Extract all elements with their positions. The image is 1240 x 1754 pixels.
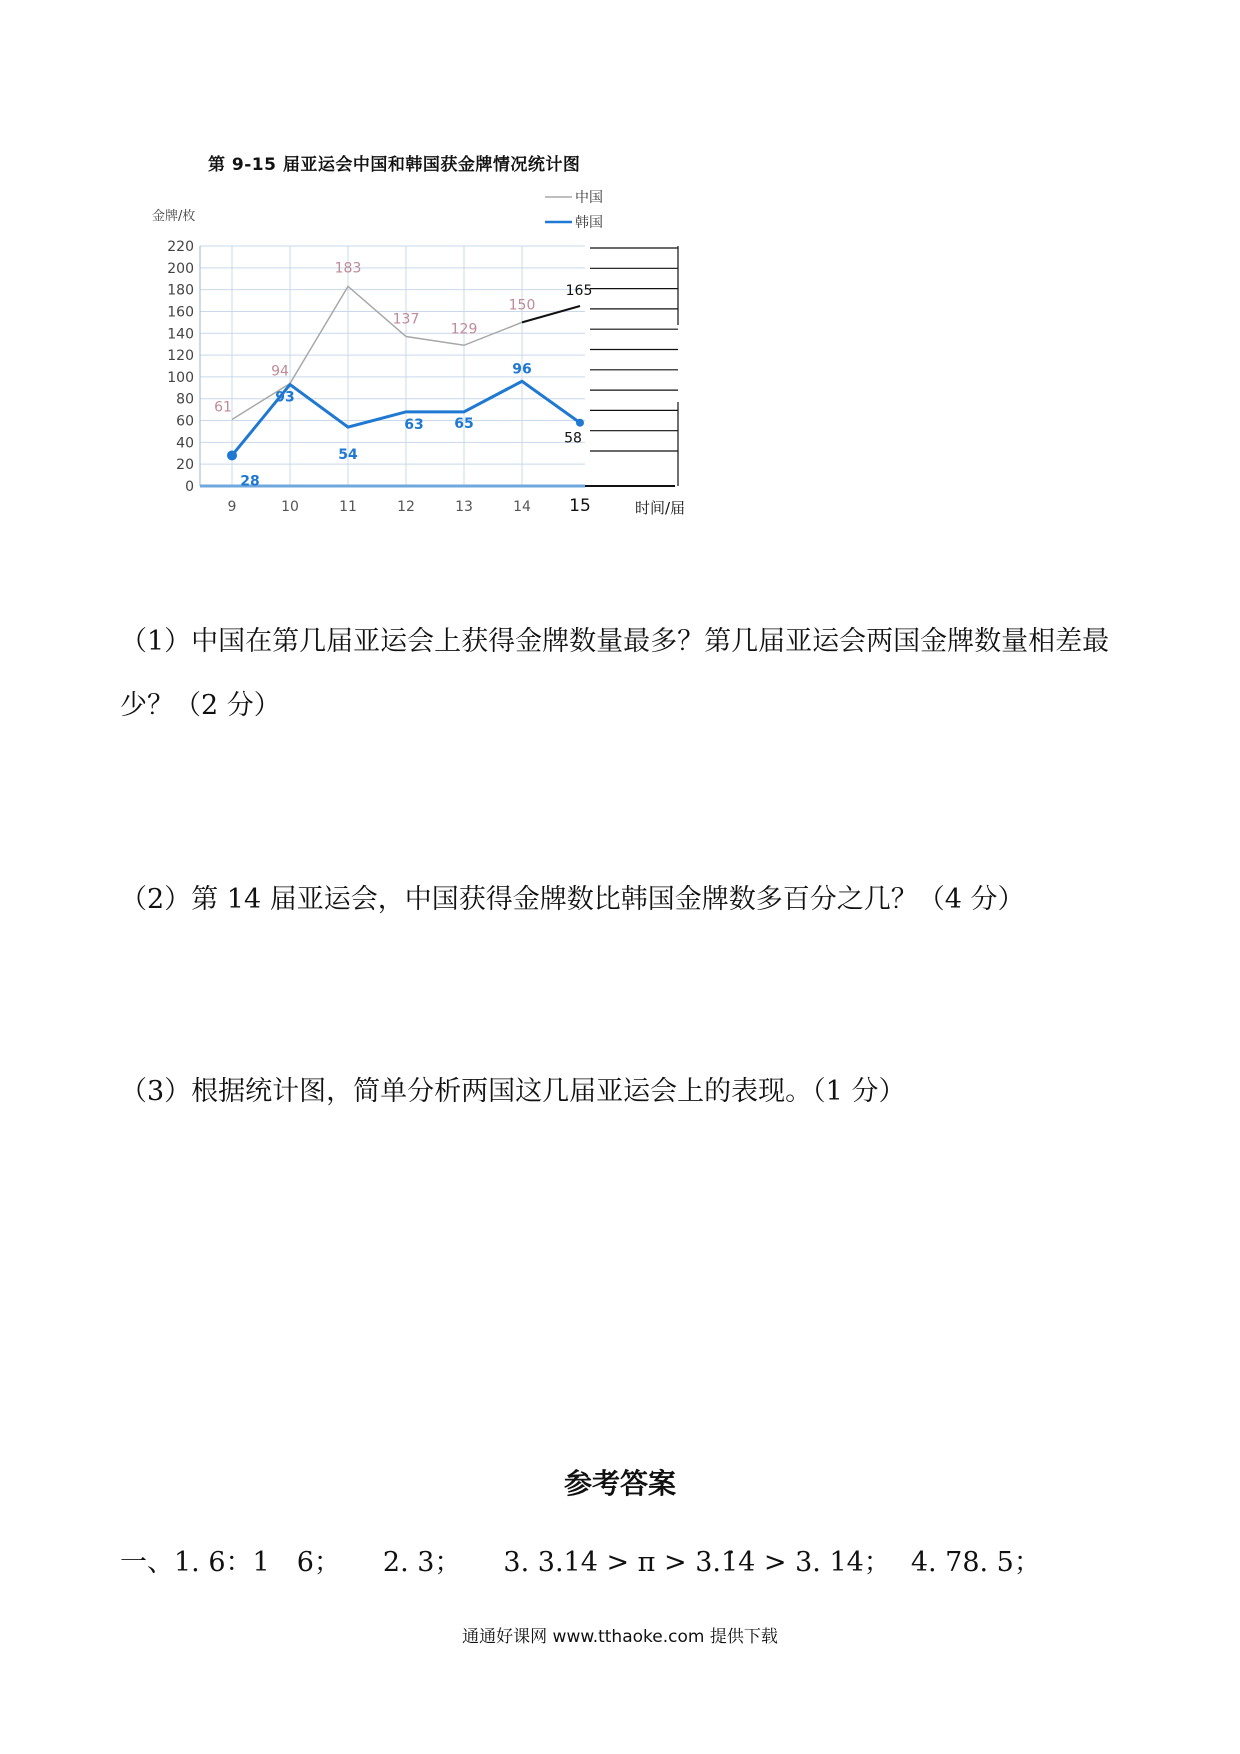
question-2: （2）第 14 届亚运会，中国获得金牌数比韩国金牌数多百分之几？（4 分） [120,884,1025,915]
question-1: （1）中国在第几届亚运会上获得金牌数量最多？第几届亚运会两国金牌数量相差最少？（2 分） [120,626,1110,721]
y-tick-label: 20 [176,457,194,474]
answer-line-1 [120,1540,1041,1579]
y-tick-label: 200 [167,260,194,277]
series-point-korea-start [227,450,237,460]
data-label-korea: 65 [454,415,474,432]
x-tick-label: 12 [397,499,415,515]
data-label-korea: 58 [564,430,582,447]
answer-heading: 参考答案 [563,1467,676,1500]
legend-label-china: 中国 [575,190,603,206]
data-label-china: 183 [334,260,362,277]
data-label-korea: 63 [404,416,424,433]
y-tick-label: 120 [167,348,194,365]
y-tick-label: 40 [176,435,194,452]
x-tick-label: 14 [513,499,531,515]
answer-part-1: 一、1. 6：1 6； [120,1547,341,1578]
series-point-korea-end [576,419,584,427]
data-label-korea: 93 [275,389,295,406]
x-tick-label: 13 [455,499,473,515]
y-tick-label: 220 [167,239,194,255]
data-label-china: 165 [565,283,593,299]
chart-title: 第 9-15 届亚运会中国和韩国获金牌情况统计图 [208,155,581,175]
answer-part-3: 3. 3.14̇ > π > 3.1̇4̇ > 3. 14； [503,1547,891,1578]
y-tick-label: 0 [185,479,194,495]
y-tick-label: 160 [167,304,194,321]
y-tick-label: 140 [167,326,194,343]
data-label-china: 129 [450,321,478,338]
x-axis-label: 时间/届 [635,499,686,517]
x-tick-label: 15 [569,496,591,516]
y-tick-label: 100 [167,369,194,386]
y-tick-label: 60 [176,413,194,430]
gold-medal-line-chart [150,180,710,520]
answer-part-2: 2. 3； [382,1547,462,1578]
footer-source: 通通好课网 www.tthaoke.com 提供下载 [462,1627,778,1647]
data-label-china: 94 [271,363,289,380]
data-label-china: 150 [508,297,536,314]
x-tick-label: 11 [339,499,357,515]
answer-part-4: 4. 78. 5； [910,1547,1041,1578]
data-label-china: 61 [214,399,232,416]
data-label-korea: 54 [338,447,358,464]
data-label-china: 137 [392,311,420,328]
data-label-korea: 28 [240,473,260,490]
data-label-korea: 96 [512,361,532,378]
y-tick-label: 80 [176,391,194,408]
x-tick-label: 10 [281,499,299,515]
legend-label-korea: 韩国 [575,215,603,231]
y-tick-label: 180 [167,282,194,299]
x-tick-label: 9 [227,499,237,515]
y-axis-label: 金牌/枚 [152,209,196,224]
question-3: （3）根据统计图，简单分析两国这几届亚运会上的表现。（1 分） [120,1076,906,1107]
